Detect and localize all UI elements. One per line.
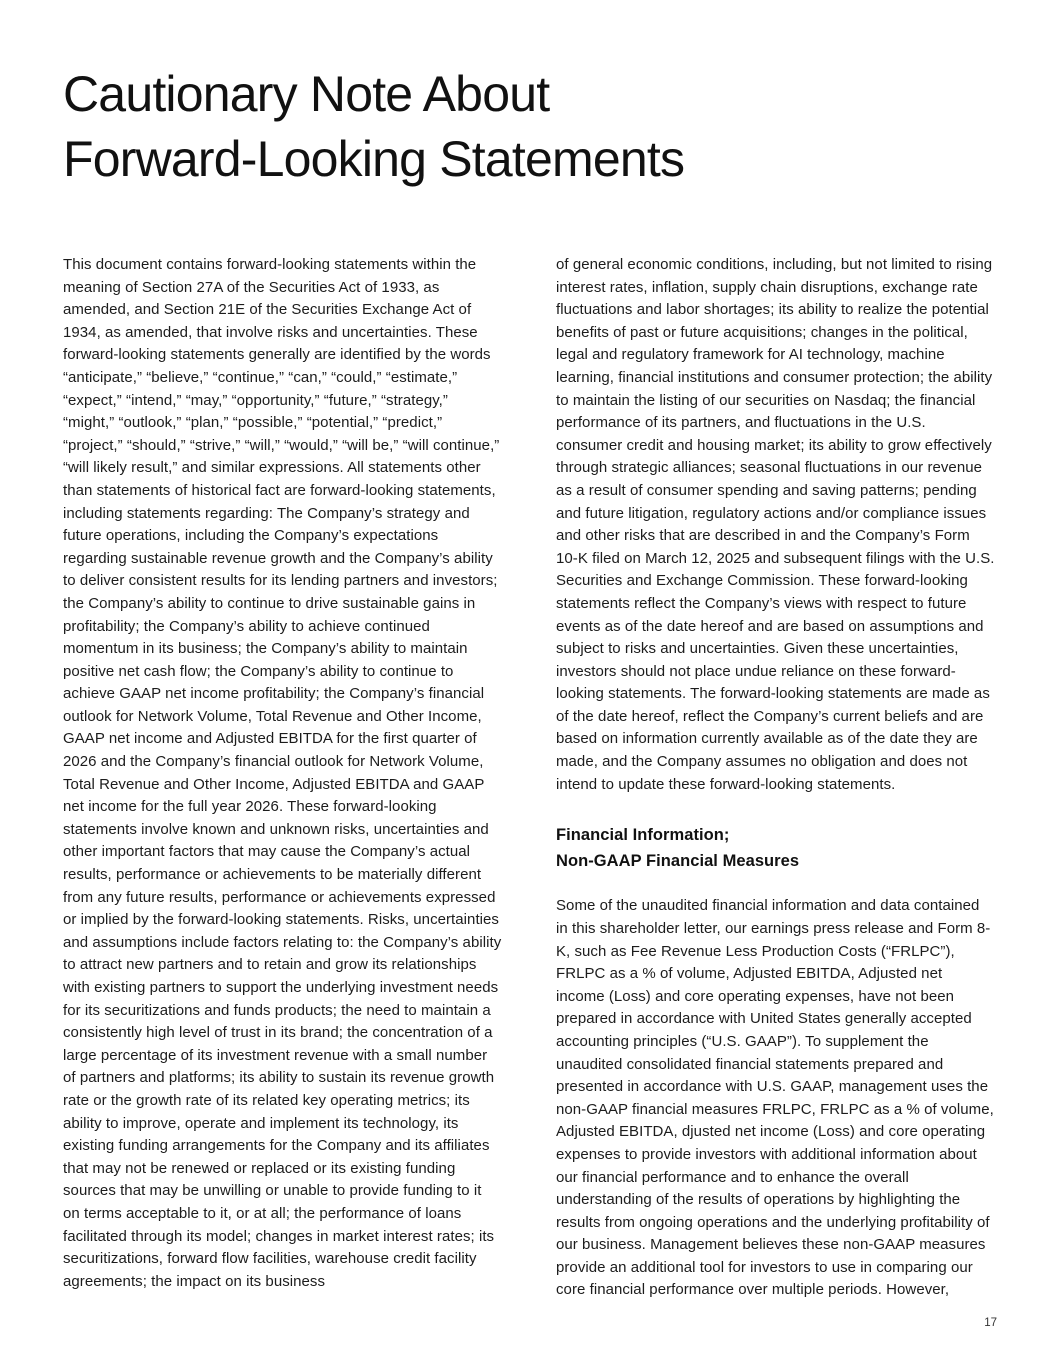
right-column <box>556 254 995 1302</box>
left-column <box>63 254 502 1302</box>
page-title <box>63 62 995 192</box>
forward-looking-paragraph-continued: of general economic conditions, including, but not limited to rising interest rates, inflation, supply chain disruptions, exchange rate fluctuations and labor shortages; its ability to realize the potential benefits of past or future acquisitions; changes in the political, legal and regulatory framework for AI technology, machine learning, financial institutions and consumer protection; the ability to maintain the listing of our securities on Nasdaq; the financial performance of its partners, and fluctuations in the U.S. consumer credit and housing market; its ability to grow effectively through strategic alliances; seasonal fluctuations in our revenue as a result of consumer spending and saving patterns; pending and future litigation, regulatory actions and/or compliance issues and other risks that are described in and the Company’s Form 10-K filed on March 12, 2025 and subsequent filings with the U.S. Securities and Exchange Commission. These forward-looking statements reflect the Company’s views with respect to future events as of the date hereof and are based on assumptions and subject to risks and uncertainties. Given these uncertainties, investors should not place undue reliance on these forward-looking statements. The forward-looking statements are made as of the date hereof, reflect the Company’s current beliefs and are based on information currently available as of the date they are made, and the Company assumes no obligation and does not intend to update these forward-looking statements. <box>556 256 995 793</box>
page-title-line-1: Cautionary Note About <box>63 66 550 122</box>
section-heading-line-1: Financial Information; <box>556 826 730 845</box>
page-number: 17 <box>984 1317 997 1329</box>
forward-looking-paragraph: This document contains forward-looking statements within the meaning of Section 27A of the Securities Act of 1933, as amended, and Section 21E of the Securities Exchange Act of 1934, as amended, that involve risks and uncertainties. These forward-looking statements generally are identified by the words “anticipate,” “believe,” “continue,” “can,” “could,” “estimate,” “expect,” “intend,” “may,” “opportunity,” “future,” “strategy,” “might,” “outlook,” “plan,” “possible,” “potential,” “predict,” “project,” “should,” “strive,” “will,” “would,” “will be,” “will continue,” “will likely result,” and similar expressions. All statements other than statements of historical fact are forward-looking statements, including statements regarding: The Company’s strategy and future operations, including the Company’s expectations regarding sustainable revenue growth and the Company’s ability to deliver consistent results for its lending partners and investors; the Company’s ability to continue to drive sustainable gains in profitability; the Company’s ability to achieve continued momentum in its business; the Company’s ability to maintain positive net cash flow; the Company’s ability to continue to achieve GAAP net income profitability; the Company’s financial outlook for Network Volume, Total Revenue and Other Income, GAAP net income and Adjusted EBITDA for the first quarter of 2026 and the Company’s financial outlook for Network Volume, Total Revenue and Other Income, Adjusted EBITDA and GAAP net income for the full year 2026. These forward-looking statements involve known and unknown risks, uncertainties and other important factors that may cause the Company’s actual results, performance or achievements to be materially different from any future results, performance or achievements expressed or implied by the forward-looking statements. Risks, uncertainties and assumptions include factors relating to: the Company’s ability to attract new partners and to retain and grow its relationships with existing partners to support the underlying investment needs for its securitizations and funds products; the need to maintain a consistently high level of trust in its brand; the concentration of a large percentage of its investment revenue with a small number of partners and platforms; its ability to sustain its revenue growth rate or the growth rate of its related key operating metrics; its ability to improve, operate and implement its technology, its existing funding arrangements for the Company and its affiliates that may not be renewed or replaced or its existing funding sources that may be unwilling or unable to provide funding to it on terms acceptable to it, or at all; the performance of loans facilitated through its model; changes in market interest rates; its securitizations, forward flow facilities, warehouse credit facility agreements; the impact on its business <box>63 256 502 1290</box>
section-heading-financial-information <box>556 823 995 874</box>
non-gaap-paragraph: Some of the unaudited financial information and data contained in this shareholder letter, our earnings press release and Form 8-K, such as Fee Revenue Less Production Costs (“FRLPC”), FRLPC as a % of volume, Adjusted EBITDA, Adjusted net income (Loss) and core operating expenses, have not been prepared in accordance with United States generally accepted accounting principles (“U.S. GAAP”). To supplement the unaudited consolidated financial statements prepared and presented in accordance with U.S. GAAP, management uses the non-GAAP financial measures FRLPC, FRLPC as a % of volume, Adjusted EBITDA, djusted net income (Loss) and core operating expenses to provide investors with additional information about our financial performance and to enhance the overall understanding of the results of operations by highlighting the results from ongoing operations and the underlying profitability of our business. Management believes these non-GAAP measures provide an additional tool for investors to use in comparing our core financial performance over multiple periods. However, <box>556 897 994 1299</box>
page-title-line-2: Forward-Looking Statements <box>63 131 685 187</box>
section-heading-line-2: Non-GAAP Financial Measures <box>556 851 800 870</box>
two-column-body <box>63 254 995 1302</box>
